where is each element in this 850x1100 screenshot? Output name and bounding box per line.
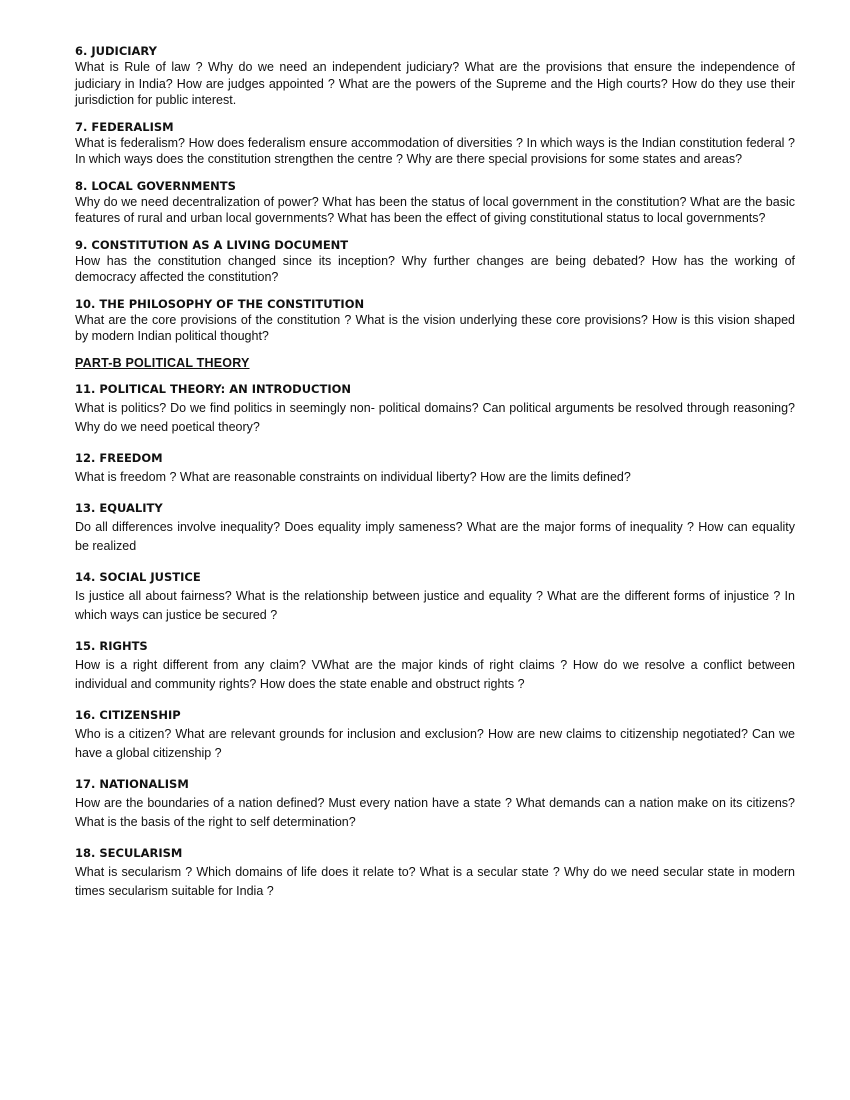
section-text: Who is a citizen? What are relevant grounds for inclusion and exclusion? How are new claims to citizenship negotiated? Can we have a global citizenship ? xyxy=(75,726,795,760)
syllabus-content xyxy=(75,44,795,901)
section-heading: 10. THE PHILOSOPHY OF THE CONSTITUTION xyxy=(75,296,365,311)
section-text: Is justice all about fairness? What is the relationship between justice and equality ? What are the different forms of injustice ? In which ways can justice be secured ? xyxy=(75,588,795,622)
section-text: How are the boundaries of a nation defined? Must every nation have a state ? What demands can a nation make on its citizens? What is the basis of the right to self determination? xyxy=(75,795,795,829)
section-citizenship xyxy=(75,708,795,763)
section-nationalism xyxy=(75,777,795,832)
section-heading: 11. POLITICAL THEORY: AN INTRODUCTION xyxy=(75,381,351,396)
section-heading: 6. JUDICIARY xyxy=(75,44,157,58)
section-heading: 7. FEDERALISM xyxy=(75,119,174,134)
section-living-document xyxy=(75,238,795,286)
section-judiciary xyxy=(75,44,795,109)
section-text: What is politics? Do we find politics in seemingly non- political domains? Can political arguments be resolved through reasoning? Why do we need poetical theory? xyxy=(75,400,795,434)
section-text: What are the core provisions of the constitution ? What is the vision underlying these core provisions? How is this vision shaped by modern Indian political thought? xyxy=(75,312,795,343)
section-heading: 17. NATIONALISM xyxy=(75,776,189,791)
section-federalism xyxy=(75,120,795,168)
section-text: What is freedom ? What are reasonable constraints on individual liberty? How are the limits defined? xyxy=(75,469,631,484)
section-text: Do all differences involve inequality? Does equality imply sameness? What are the major forms of inequality ? How can equality be realized xyxy=(75,519,795,553)
section-heading: 18. SECULARISM xyxy=(75,845,183,860)
section-text: How has the constitution changed since its inception? Why further changes are being debated? How has the working of democracy affected the constitution? xyxy=(75,253,795,284)
section-heading: 8. LOCAL GOVERNMENTS xyxy=(75,178,236,193)
section-political-theory xyxy=(75,382,795,437)
section-heading: 14. SOCIAL JUSTICE xyxy=(75,569,201,584)
section-text: How is a right different from any claim? VWhat are the major kinds of right claims ? How do we resolve a conflict between individual and community rights? How does the state enable and obstruct rights ? xyxy=(75,657,795,691)
section-text: What is Rule of law ? Why do we need an independent judiciary? What are the provisions that ensure the independence of judiciary in India? How are judges appointed ? What are the powers of the Supreme and the High courts? How do they use their jurisdiction for public interest. xyxy=(75,60,795,107)
section-heading: 12. FREEDOM xyxy=(75,450,163,465)
section-text: Why do we need decentralization of power? What has been the status of local government in the constitution? What are the basic features of rural and urban local governments? What has been the effect of giving constitutional status to local governments? xyxy=(75,194,795,225)
section-text: What is federalism? How does federalism ensure accommodation of diversities ? In which ways is the Indian constitution federal ? In which ways does the constitution strengthen the centre ? Why are there special provisions for some states and areas? xyxy=(75,135,795,166)
section-philosophy xyxy=(75,297,795,345)
section-text: What is secularism ? Which domains of life does it relate to? What is a secular state ? Why do we need secular state in modern times secularism suitable for India ? xyxy=(75,864,795,898)
section-heading: 13. EQUALITY xyxy=(75,500,163,515)
section-freedom xyxy=(75,451,795,487)
section-local-governments xyxy=(75,179,795,227)
part-b-title: PART-B POLITICAL THEORY xyxy=(75,355,250,370)
section-heading: 15. RIGHTS xyxy=(75,638,148,653)
section-social-justice xyxy=(75,570,795,625)
section-secularism xyxy=(75,846,795,901)
section-heading: 16. CITIZENSHIP xyxy=(75,707,181,722)
section-equality xyxy=(75,501,795,556)
section-rights xyxy=(75,639,795,694)
section-heading: 9. CONSTITUTION AS A LIVING DOCUMENT xyxy=(75,237,349,252)
